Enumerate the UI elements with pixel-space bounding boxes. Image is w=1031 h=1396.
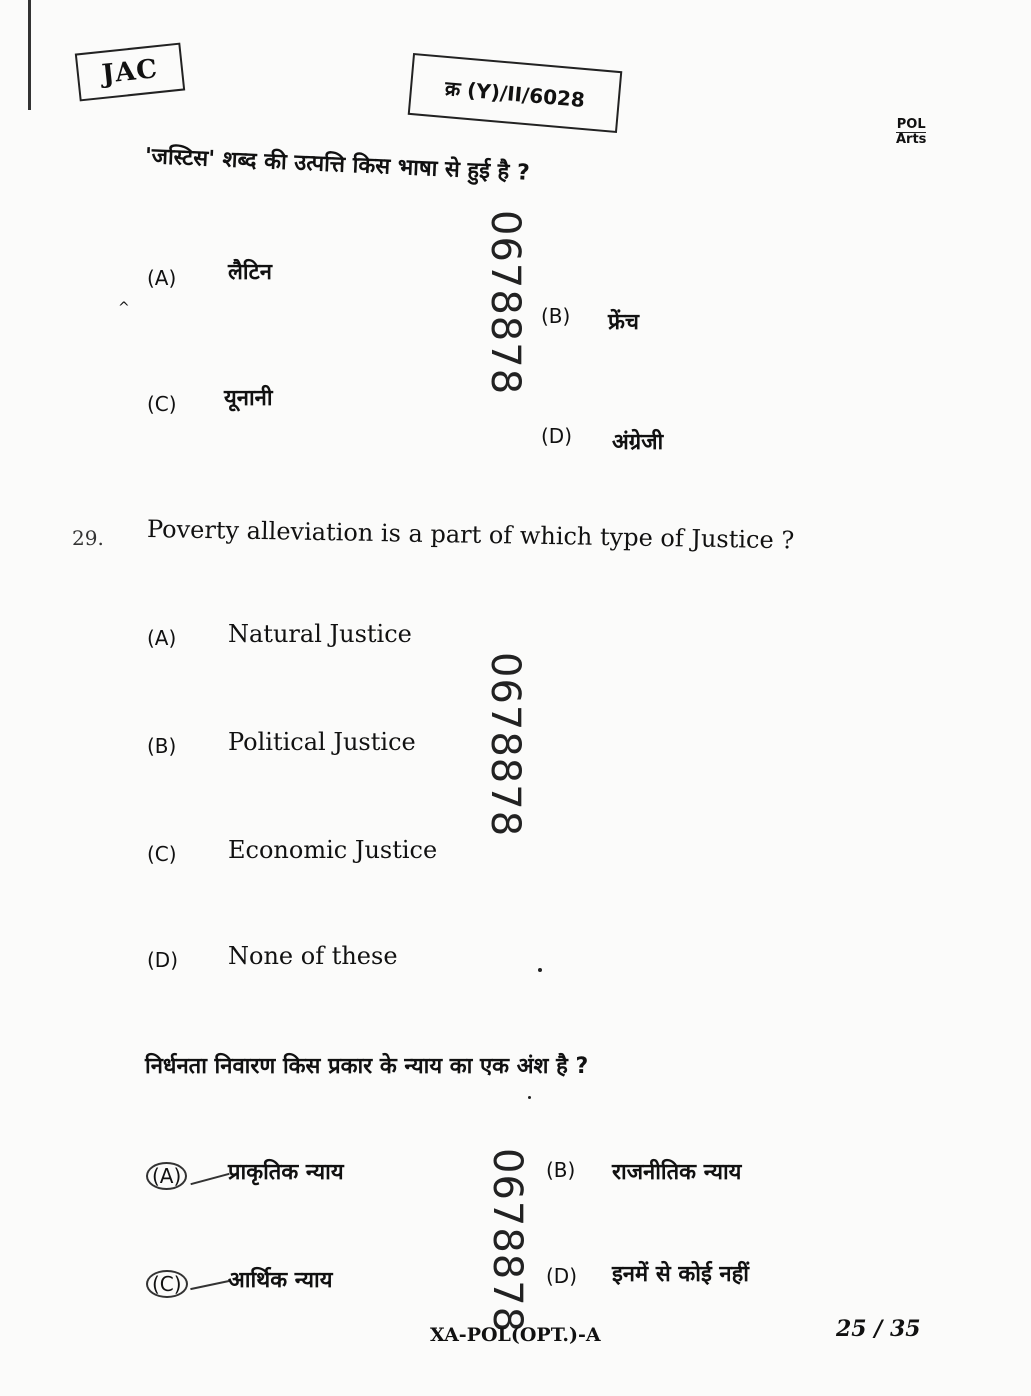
stamp-number-2: 0678878 [482, 652, 528, 838]
q29-hindi-option-c-text: आर्थिक न्याय [228, 1268, 333, 1293]
q29-option-b-label: (B) [147, 734, 177, 758]
board-label: JAC [75, 43, 185, 102]
q29-option-a-text: Natural Justice [228, 620, 412, 648]
q29-option-d-text: None of these [228, 942, 398, 970]
stamp-number-3: 0678878 [484, 1148, 530, 1334]
subject-tag-bottom: Arts [896, 132, 927, 147]
tick-mark: ^ [118, 300, 130, 316]
q28-option-a-text: लैटिन [228, 260, 272, 285]
ink-dot [528, 1096, 531, 1099]
q29-hindi-option-d-text: इनमें से कोई नहीं [612, 1262, 750, 1287]
q29-option-c-label: (C) [147, 842, 177, 866]
q29-hindi-option-b-text: राजनीतिक न्याय [612, 1160, 742, 1185]
pen-stroke [190, 1173, 229, 1185]
margin-rule [28, 0, 31, 110]
q29-option-d-label: (D) [147, 948, 179, 972]
q28-option-d-text: अंग्रेजी [612, 430, 664, 455]
q28-hindi-question: 'जस्टिस' शब्द की उत्पत्ति किस भाषा से हुई है ? [144, 144, 531, 186]
q29-question: Poverty alleviation is a part of which type of Justice ? [146, 515, 795, 555]
q29-hindi-option-a-label-circled: (A) [146, 1162, 187, 1190]
q29-hindi-option-c-label-circled: (C) [146, 1270, 188, 1298]
paper-code-box: क्र (Y)/II/6028 [408, 53, 623, 133]
subject-tag [896, 118, 926, 147]
q29-number: 29. [72, 526, 104, 550]
q29-hindi-question: निर्धनता निवारण किस प्रकार के न्याय का एक अंश है ? [145, 1054, 589, 1079]
q28-option-b-label: (B) [541, 304, 571, 328]
q28-option-c-text: यूनानी [224, 386, 273, 411]
footer-paper-code: XA-POL(OPT.)-A [430, 1324, 601, 1346]
pen-stroke [190, 1280, 230, 1290]
page-number: 25 / 35 [836, 1316, 921, 1342]
q29-hindi-option-d-label: (D) [546, 1264, 578, 1288]
q29-option-c-text: Economic Justice [228, 836, 438, 864]
q29-option-b-text: Political Justice [228, 728, 416, 756]
q29-hindi-option-b-label: (B) [546, 1158, 576, 1182]
q28-option-a-label: (A) [147, 266, 177, 290]
subject-tag-top: POL [896, 117, 926, 132]
stamp-number-1: 0678878 [482, 210, 528, 396]
ink-dot [538, 968, 542, 972]
q29-option-a-label: (A) [147, 626, 177, 650]
q29-hindi-option-a-text: प्राकृतिक न्याय [228, 1160, 344, 1185]
q28-option-c-label: (C) [147, 392, 177, 416]
q28-option-d-label: (D) [541, 424, 573, 448]
q28-option-b-text: फ्रेंच [608, 310, 639, 335]
